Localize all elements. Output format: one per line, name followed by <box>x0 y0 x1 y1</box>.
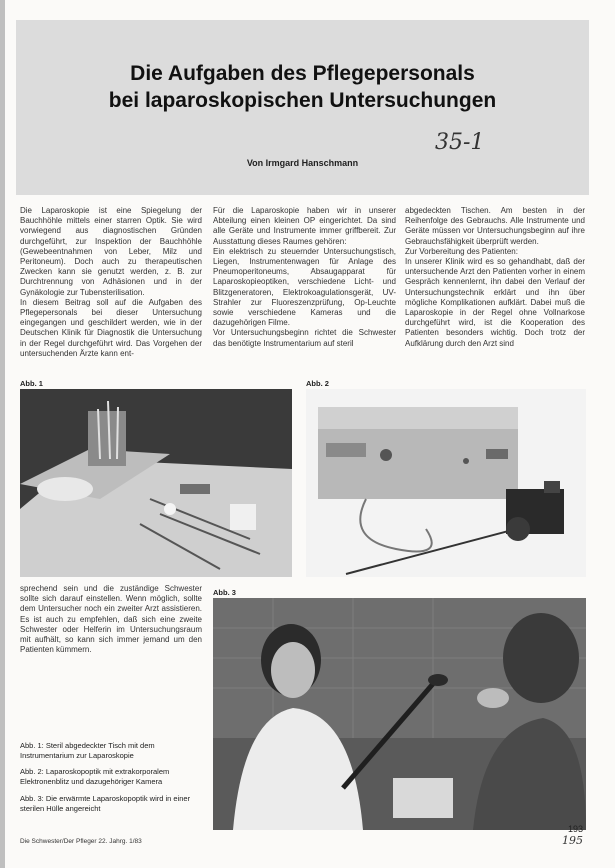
caption-figure-3: Abb. 3: Die erwärmte Laparoskopoptik wird in einer sterilen Hülle angereicht <box>20 794 191 813</box>
journal-footer: Die Schwester/Der Pfleger 22. Jahrg. 1/83 <box>20 838 142 845</box>
title-line-2: bei laparoskopischen Untersuchungen <box>108 89 497 112</box>
figure-2-label: Abb. 2 <box>306 379 329 388</box>
caption-figure-1: Abb. 1: Steril abgedeckter Tisch mit dem Instrumentarium zur Laparoskopie <box>20 741 155 760</box>
figure-1-label: Abb. 1 <box>20 379 43 388</box>
body-column-2: Für die Laparoskopie haben wir in unserer Abteilung einen kleinen OP eingerichtet. Da sind alle Geräte und Instrumente immer griffbereit. Zur Ausstattung dieses Raumes gehören: Ein elektrisch zu steuernder Untersuchungstisch, Liegen, Instrumentenwagen für Anlage des Pneumoperitoneums, Absaugapparat für Laparoskopieoptiken, verschiedene Licht- und Blitzgeneratoren, Elektrokoagulationsgerät, UV-Strahler zur Fluoreszenzprüfung, Op-Leuchte sowie verschiedene Kameras und die dazugehörigen Filme. Vor Untersuchungsbeginn richtet die Schwester das benötigte Instrumentarium auf steril <box>213 206 396 348</box>
body-column-1-continued: sprechend sein und die zuständige Schwester sollte sich darauf einstellen. Wenn möglich, sollte dem Untersucher noch ein zweiter Arzt assistieren. Es ist auch zu empfehlen, daß sich eine zweite Schwester oder Helferin im Untersuchungsraum mit aufhält, so kann sich immer jemand um den Patienten kümmern. <box>20 584 202 655</box>
nurse-illustration <box>213 598 586 830</box>
title-line-1: Die Aufgaben des Pflegepersonals <box>130 62 475 85</box>
page-number: 193 <box>568 824 584 834</box>
photo-laparoscope-camera <box>306 389 586 577</box>
laparoscope-illustration <box>306 389 586 577</box>
photo-instrument-table <box>20 389 292 577</box>
scan-edge <box>0 0 5 868</box>
byline: Von Irmgard Hanschmann <box>246 158 359 168</box>
instrument-table-illustration <box>20 389 292 577</box>
body-column-3: abgedeckten Tischen. Am besten in der Reihenfolge des Gebrauchs. Alle Instrumente und Geräte müssen vor Untersuchungsbeginn auf ihre Gebrauchsfähigkeit überprüft werden. Zur Vorbereitung des Patienten: In unserer Klinik wird es so gehandhabt, daß der untersuchende Arzt den Patienten vorher in einem Gespräch kennenlernt, ihn dabei den Verlauf der Untersuchungstechnik erklärt und ihn über mögliche Komplikationen aufklärt. Dabei muß die Laparoskopie in der Regel ohne Vollnarkose durchgeführt wird, ist die Kooperation des Patienten besonders wichtig. Doch trotz der Aufklärung durch den Arzt sind <box>405 206 585 348</box>
photo-nurse-assisting <box>213 598 586 830</box>
handwritten-note: 35-1 <box>435 130 485 155</box>
page-number-handwritten: 195 <box>562 834 583 847</box>
body-column-1: Die Laparoskopie ist eine Spiegelung der Bauchhöhle mittels einer starren Optik. Sie wird vorwiegend aus diagnostischen Gründen durchgeführt, zur Inspektion der Bauchhöhle (Gewebeentnahmen von Leber, Milz und Peritoneum). Doch auch zu therapeutischen Zwecken kann sie genutzt werden, z. B. zur Durchtrennung von Adhäsionen und in der Gynäkologie zur Tubensterilisation. In diesem Beitrag soll auf die Aufgaben des Pflegepersonals bei dieser Untersuchung eingegangen und geschildert werden, wie in der Deutschen Klinik für Diagnostik die Untersuchung in der Regel durchgeführt wird. Das Vorgehen der untersuchenden Ärzte kann ent- <box>20 206 202 358</box>
figure-3-label: Abb. 3 <box>213 588 236 597</box>
caption-figure-2: Abb. 2: Laparoskopoptik mit extrakorporalem Elektronenblitz und dazugehöriger Kamera <box>20 767 170 786</box>
article-title <box>16 60 589 114</box>
